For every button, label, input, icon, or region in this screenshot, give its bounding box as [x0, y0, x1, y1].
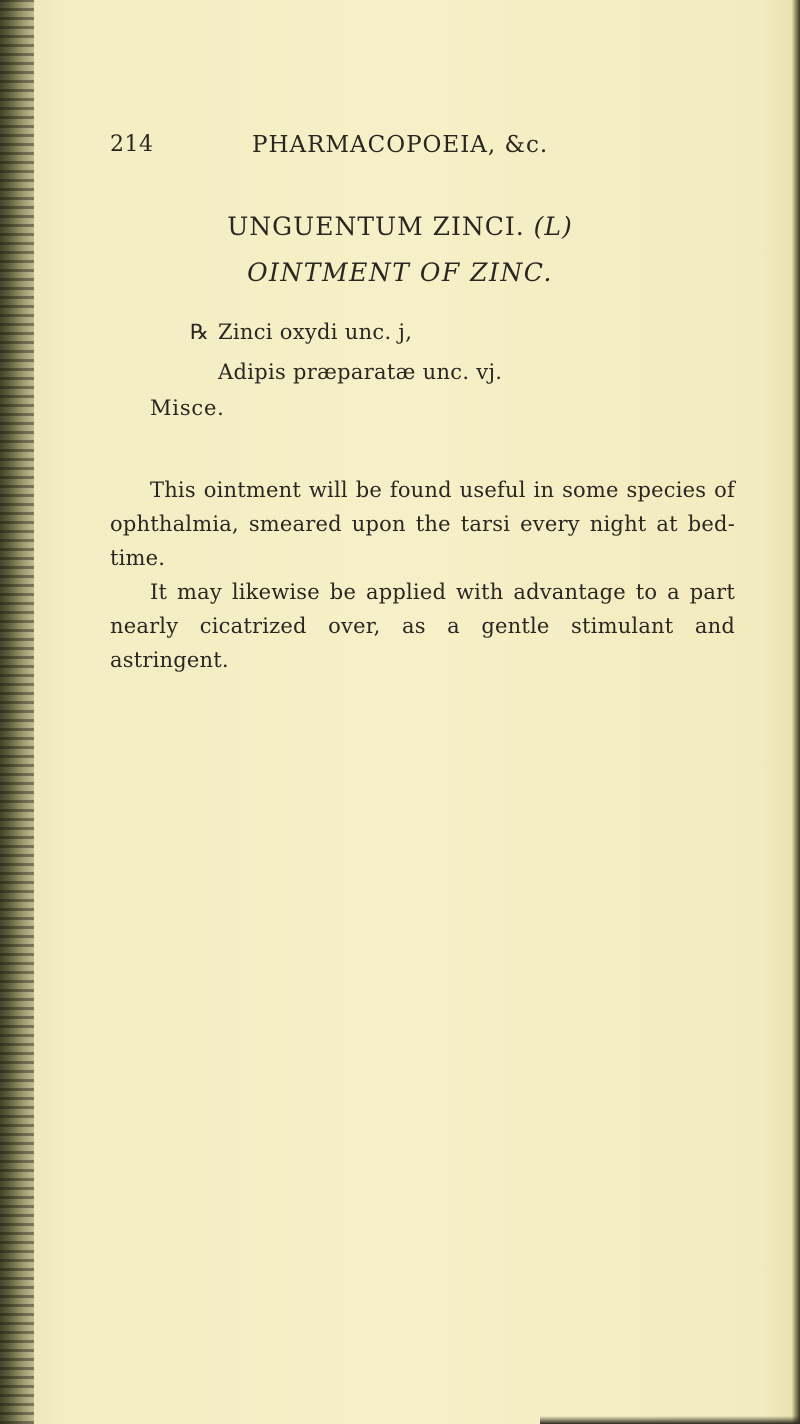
- running-head: PHARMACOPOEIA, &c.: [252, 132, 549, 158]
- section-title: [0, 212, 800, 241]
- body-paragraph-2: It may likewise be applied with advantage to a part nearly cicatrized over, as a gentle stimulant and astringent.: [110, 580, 735, 672]
- section-subtitle: OINTMENT OF ZINC.: [247, 258, 553, 287]
- body-paragraph-1: This ointment will be found useful in some species of ophthalmia, smeared upon the tarsi every night at bed-time.: [110, 478, 735, 570]
- recipe-ingredient-1: Zinci oxydi unc. j,: [218, 320, 413, 344]
- page-header: [110, 132, 730, 162]
- recipe-symbol: ℞: [190, 320, 210, 344]
- recipe-directions: Misce.: [150, 396, 225, 420]
- page-bottom-shadow: [540, 1416, 800, 1424]
- title-latin: UNGUENTUM ZINCI.: [227, 212, 525, 241]
- recipe-line-1: [190, 320, 412, 344]
- title-pharmacopoeia-mark: (L): [533, 212, 573, 241]
- page-number: 214: [110, 132, 154, 157]
- recipe-ingredient-2: Adipis præparatæ unc. vj.: [218, 360, 503, 384]
